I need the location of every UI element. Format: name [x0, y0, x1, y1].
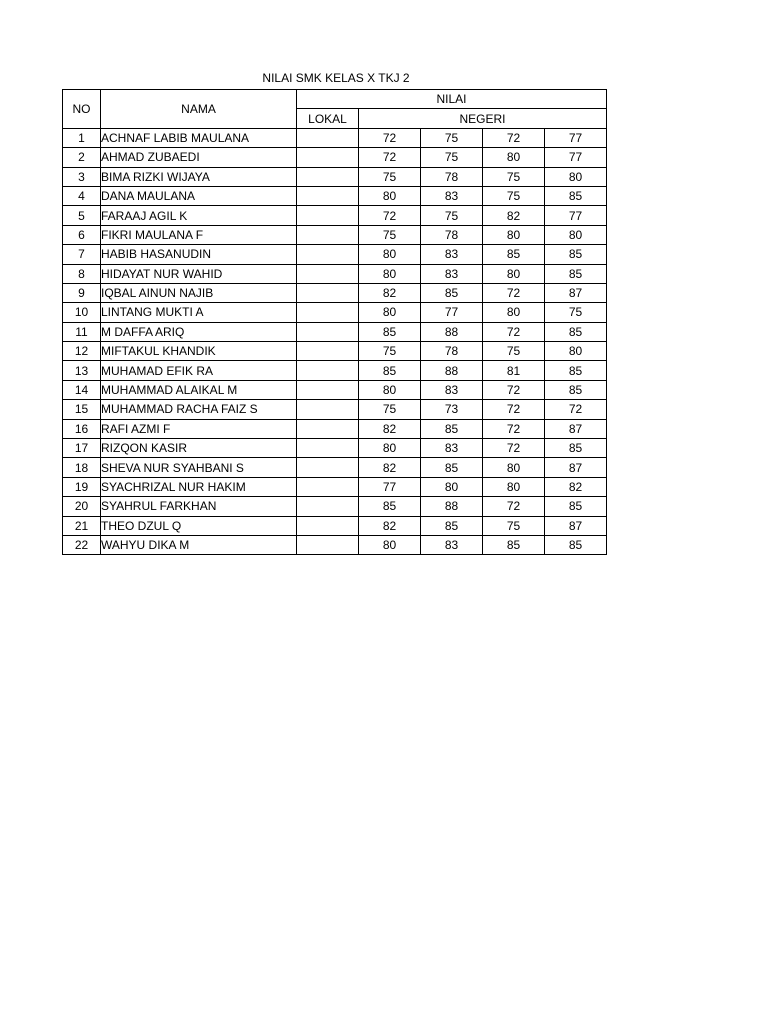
negeri-score: 83 [421, 439, 483, 458]
negeri-score: 85 [359, 322, 421, 341]
negeri-score: 83 [421, 380, 483, 399]
lokal-score [297, 400, 359, 419]
header-nilai: NILAI [297, 90, 607, 109]
negeri-score: 78 [421, 342, 483, 361]
table-row [63, 225, 607, 244]
negeri-score: 72 [483, 439, 545, 458]
negeri-score: 88 [421, 361, 483, 380]
row-number: 1 [63, 128, 101, 147]
negeri-score: 75 [421, 206, 483, 225]
table-row [63, 264, 607, 283]
negeri-score: 87 [545, 458, 607, 477]
student-name: MUHAMMAD ALAIKAL M [101, 380, 297, 399]
negeri-score: 82 [359, 419, 421, 438]
student-name: SYACHRIZAL NUR HAKIM [101, 477, 297, 496]
negeri-score: 80 [359, 380, 421, 399]
negeri-score: 80 [545, 167, 607, 186]
header-negeri: NEGERI [359, 109, 607, 128]
negeri-score: 72 [483, 400, 545, 419]
student-name: WAHYU DIKA M [101, 535, 297, 554]
negeri-score: 72 [483, 283, 545, 302]
table-row [63, 400, 607, 419]
negeri-score: 80 [483, 458, 545, 477]
negeri-score: 83 [421, 245, 483, 264]
negeri-score: 80 [483, 264, 545, 283]
negeri-score: 75 [545, 303, 607, 322]
negeri-score: 77 [545, 206, 607, 225]
negeri-score: 85 [483, 245, 545, 264]
row-number: 18 [63, 458, 101, 477]
table-row [63, 245, 607, 264]
table-row [63, 342, 607, 361]
lokal-score [297, 128, 359, 147]
lokal-score [297, 283, 359, 302]
student-name: MUHAMAD EFIK RA [101, 361, 297, 380]
student-name: ACHNAF LABIB MAULANA [101, 128, 297, 147]
negeri-score: 82 [483, 206, 545, 225]
negeri-score: 87 [545, 516, 607, 535]
student-name: FIKRI MAULANA F [101, 225, 297, 244]
lokal-score [297, 342, 359, 361]
negeri-score: 85 [359, 361, 421, 380]
negeri-score: 85 [545, 439, 607, 458]
row-number: 12 [63, 342, 101, 361]
negeri-score: 80 [545, 225, 607, 244]
student-name: SYAHRUL FARKHAN [101, 497, 297, 516]
student-name: LINTANG MUKTI A [101, 303, 297, 322]
student-name: DANA MAULANA [101, 186, 297, 205]
negeri-score: 75 [483, 342, 545, 361]
table-row [63, 419, 607, 438]
row-number: 15 [63, 400, 101, 419]
negeri-score: 75 [483, 186, 545, 205]
negeri-score: 85 [545, 322, 607, 341]
negeri-score: 80 [359, 245, 421, 264]
table-row [63, 322, 607, 341]
row-number: 3 [63, 167, 101, 186]
student-name: HABIB HASANUDIN [101, 245, 297, 264]
negeri-score: 80 [421, 477, 483, 496]
table-row [63, 148, 607, 167]
student-name: MUHAMMAD RACHA FAIZ S [101, 400, 297, 419]
negeri-score: 80 [359, 439, 421, 458]
lokal-score [297, 245, 359, 264]
negeri-score: 72 [359, 128, 421, 147]
negeri-score: 82 [359, 458, 421, 477]
header-nama: NAMA [101, 90, 297, 129]
sheet-title: NILAI SMK KELAS X TKJ 2 [262, 71, 410, 85]
negeri-score: 77 [421, 303, 483, 322]
row-number: 13 [63, 361, 101, 380]
negeri-score: 80 [483, 225, 545, 244]
table-row [63, 535, 607, 554]
negeri-score: 72 [483, 380, 545, 399]
lokal-score [297, 535, 359, 554]
row-number: 20 [63, 497, 101, 516]
table-row [63, 439, 607, 458]
negeri-score: 80 [359, 264, 421, 283]
student-name: HIDAYAT NUR WAHID [101, 264, 297, 283]
negeri-score: 82 [359, 516, 421, 535]
negeri-score: 81 [483, 361, 545, 380]
negeri-score: 75 [359, 167, 421, 186]
negeri-score: 73 [421, 400, 483, 419]
header-no: NO [63, 90, 101, 129]
lokal-score [297, 167, 359, 186]
lokal-score [297, 264, 359, 283]
grades-table [62, 89, 607, 555]
negeri-score: 85 [545, 264, 607, 283]
row-number: 19 [63, 477, 101, 496]
table-row [63, 516, 607, 535]
lokal-score [297, 419, 359, 438]
row-number: 21 [63, 516, 101, 535]
negeri-score: 72 [483, 497, 545, 516]
row-number: 2 [63, 148, 101, 167]
lokal-score [297, 458, 359, 477]
negeri-score: 82 [545, 477, 607, 496]
row-number: 17 [63, 439, 101, 458]
header-row-top [63, 90, 607, 109]
negeri-score: 72 [359, 206, 421, 225]
negeri-score: 80 [359, 186, 421, 205]
student-name: BIMA RIZKI WIJAYA [101, 167, 297, 186]
negeri-score: 83 [421, 186, 483, 205]
negeri-score: 80 [545, 342, 607, 361]
table-row [63, 477, 607, 496]
negeri-score: 72 [483, 128, 545, 147]
negeri-score: 78 [421, 225, 483, 244]
table-row [63, 303, 607, 322]
negeri-score: 75 [359, 225, 421, 244]
student-name: FARAAJ AGIL K [101, 206, 297, 225]
row-number: 8 [63, 264, 101, 283]
negeri-score: 87 [545, 419, 607, 438]
student-name: IQBAL AINUN NAJIB [101, 283, 297, 302]
row-number: 9 [63, 283, 101, 302]
lokal-score [297, 206, 359, 225]
negeri-score: 80 [483, 148, 545, 167]
negeri-score: 85 [545, 245, 607, 264]
negeri-score: 75 [483, 516, 545, 535]
negeri-score: 75 [421, 128, 483, 147]
table-row [63, 186, 607, 205]
student-name: RIZQON KASIR [101, 439, 297, 458]
negeri-score: 85 [483, 535, 545, 554]
negeri-score: 80 [483, 477, 545, 496]
row-number: 14 [63, 380, 101, 399]
grade-rows [63, 128, 607, 555]
negeri-score: 85 [421, 458, 483, 477]
row-number: 4 [63, 186, 101, 205]
student-name: M DAFFA ARIQ [101, 322, 297, 341]
negeri-score: 75 [483, 167, 545, 186]
row-number: 11 [63, 322, 101, 341]
negeri-score: 80 [359, 303, 421, 322]
negeri-score: 85 [421, 419, 483, 438]
table-row [63, 361, 607, 380]
negeri-score: 77 [359, 477, 421, 496]
negeri-score: 85 [421, 516, 483, 535]
negeri-score: 83 [421, 535, 483, 554]
negeri-score: 83 [421, 264, 483, 283]
row-number: 6 [63, 225, 101, 244]
table-row [63, 380, 607, 399]
lokal-score [297, 439, 359, 458]
student-name: SHEVA NUR SYAHBANI S [101, 458, 297, 477]
negeri-score: 85 [545, 535, 607, 554]
negeri-score: 75 [359, 342, 421, 361]
table-row [63, 167, 607, 186]
negeri-score: 85 [545, 380, 607, 399]
table-row [63, 128, 607, 147]
negeri-score: 85 [421, 283, 483, 302]
negeri-score: 78 [421, 167, 483, 186]
lokal-score [297, 497, 359, 516]
lokal-score [297, 303, 359, 322]
lokal-score [297, 516, 359, 535]
lokal-score [297, 148, 359, 167]
negeri-score: 72 [483, 419, 545, 438]
header-lokal: LOKAL [297, 109, 359, 128]
negeri-score: 75 [421, 148, 483, 167]
negeri-score: 77 [545, 148, 607, 167]
lokal-score [297, 322, 359, 341]
lokal-score [297, 186, 359, 205]
row-number: 7 [63, 245, 101, 264]
negeri-score: 72 [545, 400, 607, 419]
negeri-score: 72 [359, 148, 421, 167]
student-name: THEO DZUL Q [101, 516, 297, 535]
table-row [63, 458, 607, 477]
lokal-score [297, 477, 359, 496]
table-row [63, 283, 607, 302]
student-name: AHMAD ZUBAEDI [101, 148, 297, 167]
negeri-score: 85 [545, 361, 607, 380]
row-number: 22 [63, 535, 101, 554]
table-row [63, 206, 607, 225]
negeri-score: 80 [483, 303, 545, 322]
negeri-score: 77 [545, 128, 607, 147]
lokal-score [297, 380, 359, 399]
negeri-score: 85 [545, 497, 607, 516]
negeri-score: 82 [359, 283, 421, 302]
negeri-score: 72 [483, 322, 545, 341]
lokal-score [297, 225, 359, 244]
lokal-score [297, 361, 359, 380]
student-name: RAFI AZMI F [101, 419, 297, 438]
row-number: 5 [63, 206, 101, 225]
negeri-score: 87 [545, 283, 607, 302]
negeri-score: 80 [359, 535, 421, 554]
negeri-score: 88 [421, 322, 483, 341]
negeri-score: 75 [359, 400, 421, 419]
negeri-score: 88 [421, 497, 483, 516]
table-row [63, 497, 607, 516]
row-number: 10 [63, 303, 101, 322]
negeri-score: 85 [545, 186, 607, 205]
negeri-score: 85 [359, 497, 421, 516]
row-number: 16 [63, 419, 101, 438]
student-name: MIFTAKUL KHANDIK [101, 342, 297, 361]
